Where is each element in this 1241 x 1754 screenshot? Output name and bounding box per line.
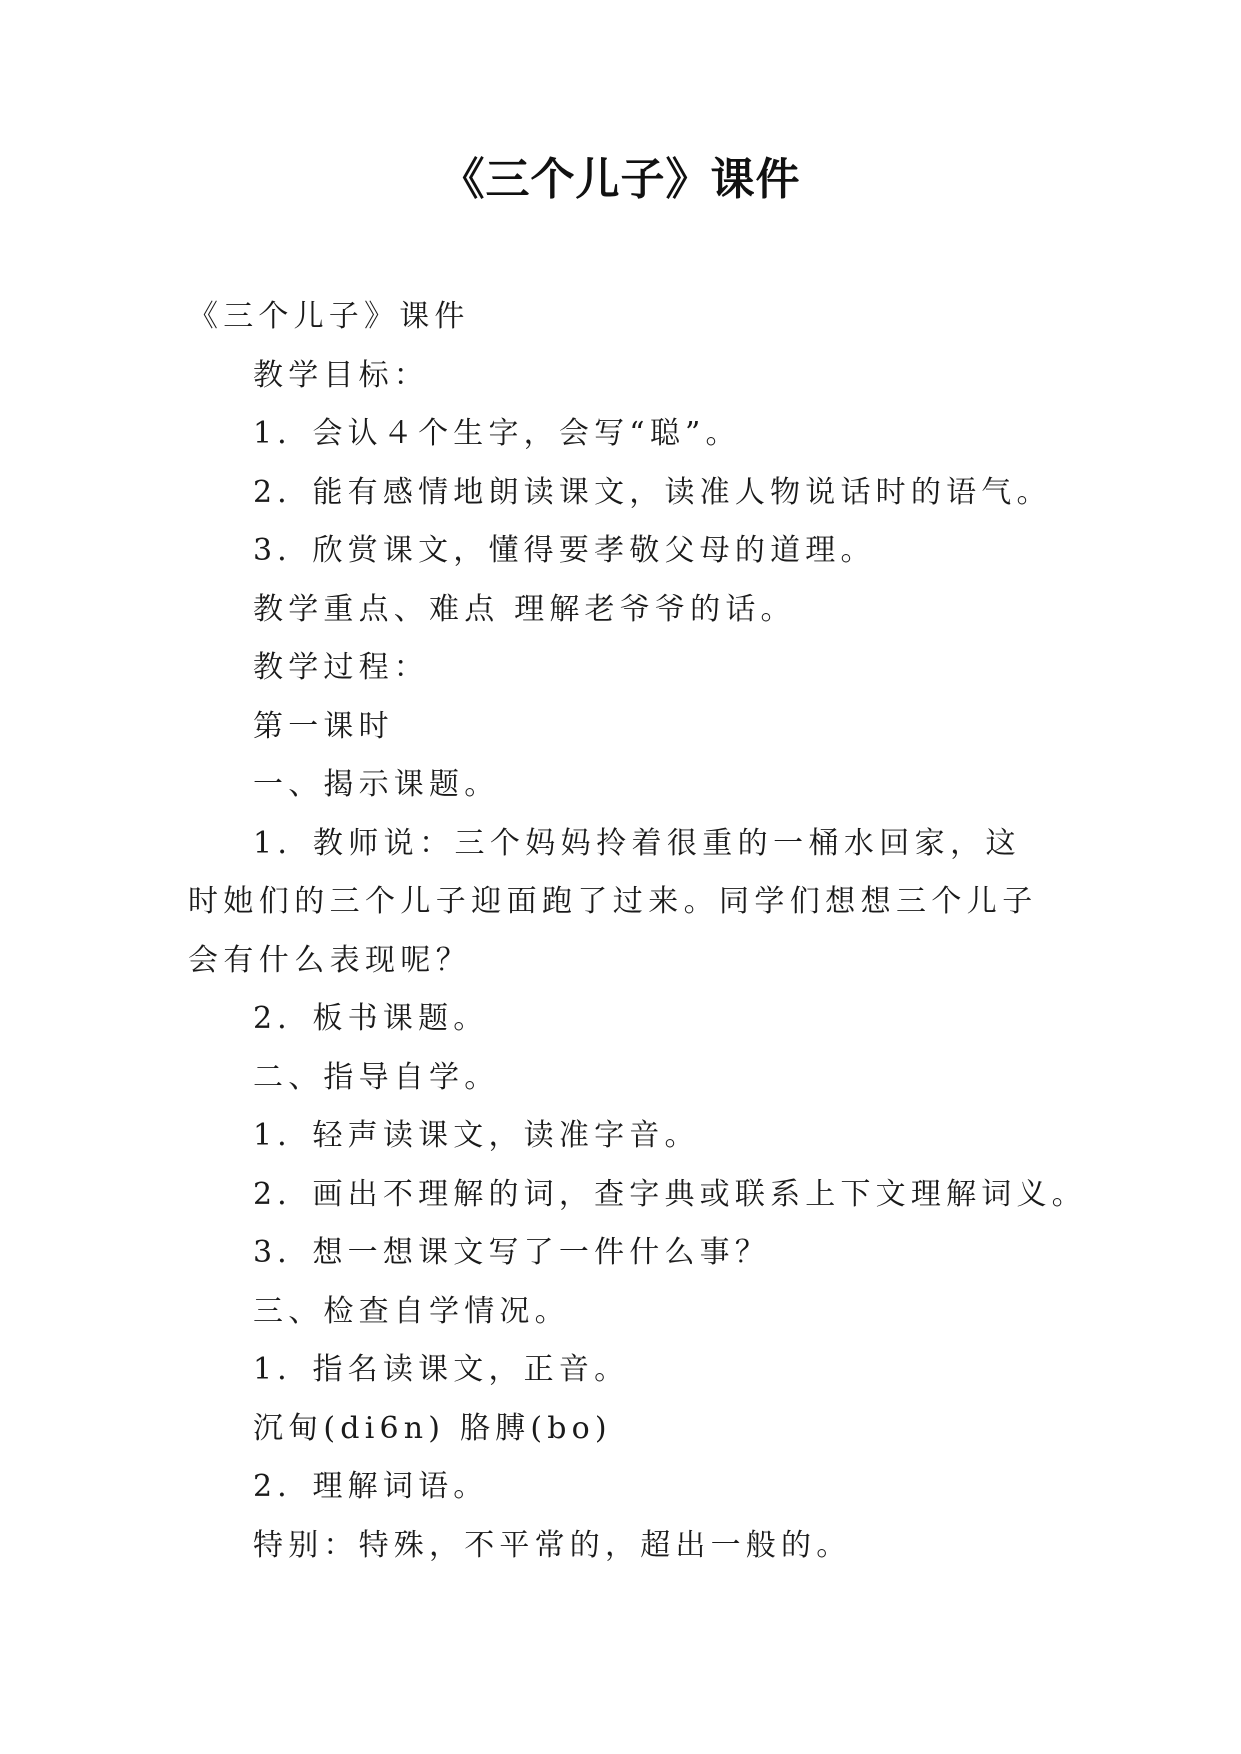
paragraph: 三、检查自学情况。 xyxy=(253,1293,570,1329)
paragraph: 2．画出不理解的词，查字典或联系上下文理解词义。 xyxy=(253,1176,1087,1212)
paragraph: 2．板书课题。 xyxy=(253,1001,489,1036)
paragraph: 3．想一想课文写了一件什么事？ xyxy=(253,1235,771,1270)
paragraph: 1．会认４个生字，会写“聪”。 xyxy=(253,416,741,451)
paragraph: 1．教师说：三个妈妈拎着很重的一桶水回家，这时她们的三个儿子迎面跑了过来。同学们想想三个儿子会有什么表现呢？ xyxy=(188,825,1038,978)
document-title: 《三个儿子》课件 xyxy=(440,154,801,205)
paragraph: 教学目标： xyxy=(253,357,429,393)
paragraph: 教学过程： xyxy=(253,650,429,685)
paragraph: 《三个儿子》课件 xyxy=(188,299,470,334)
paragraph: 1．轻声读课文，读准字音。 xyxy=(253,1118,700,1153)
document-body xyxy=(188,288,1087,1575)
paragraph: 2．理解词语。 xyxy=(253,1469,489,1504)
paragraph: 1．指名读课文，正音。 xyxy=(253,1352,630,1387)
paragraph: 二、指导自学。 xyxy=(253,1059,500,1095)
paragraph: 3．欣赏课文，懂得要孝敬父母的道理。 xyxy=(253,533,876,568)
paragraph: 教学重点、难点 理解老爷爷的话。 xyxy=(253,591,796,627)
paragraph: 特别：特殊，不平常的，超出一般的。 xyxy=(253,1527,852,1563)
paragraph: 2．能有感情地朗读课文，读准人物说话时的语气。 xyxy=(253,474,1052,510)
paragraph: 第一课时 xyxy=(253,708,394,744)
paragraph: 一、揭示课题。 xyxy=(253,767,500,802)
paragraph: 沉甸(di6n) 胳膊(bo) xyxy=(253,1410,612,1446)
